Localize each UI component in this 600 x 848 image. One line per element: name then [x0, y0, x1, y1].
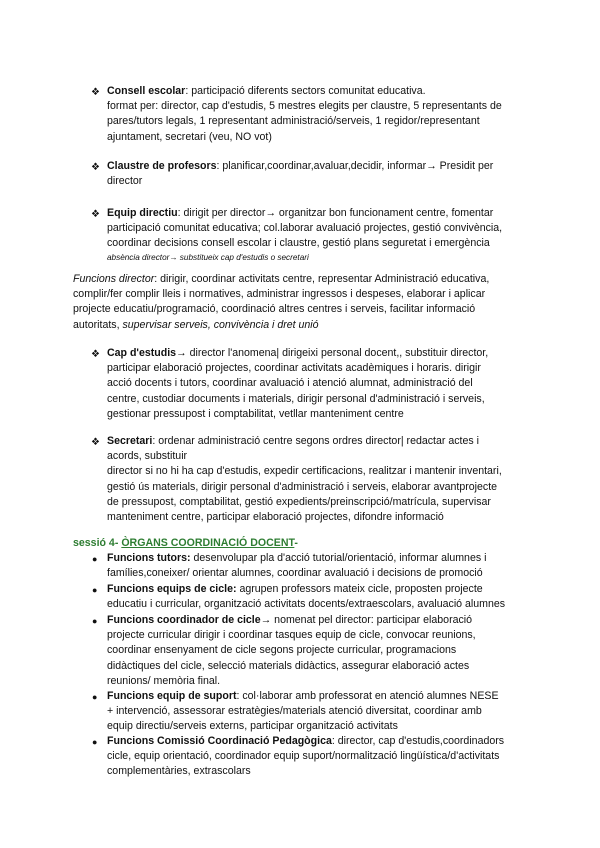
equip-line-0: : dirigit per director→ organitzar bon funcionament centre, fomentar — [177, 207, 494, 219]
diamond-bullet-icon: ❖ — [91, 437, 100, 448]
bullet-2-line-0: → nomenat pel director: participar elaboració — [260, 614, 473, 626]
bullet-tutors — [107, 551, 537, 581]
funcions-director-paragraph — [73, 272, 533, 333]
diamond-bullet-icon: ❖ — [91, 209, 100, 220]
cap-title: Cap d'estudis — [107, 347, 177, 359]
funcions-italic-end: supervisar serveis, convivència i dret unió — [119, 318, 319, 331]
bullet-icon: ● — [92, 616, 98, 626]
bullet-4-title: Funcions Comissió Coordinació Pedagògica — [107, 735, 332, 747]
consell-line-1: format per: director, cap d'estudis, 5 mestres elegits per claustre, 5 representants de — [107, 100, 502, 113]
secretari-line-0: : ordenar administració centre segons ordres director| redactar actes i — [152, 435, 479, 447]
secretari-title: Secretari — [107, 435, 153, 447]
funcions-line-2: projecte educatiu/programació, coordinació altres centres i serveis, facilitar informació — [73, 303, 476, 316]
equip-note: absència director→ substitueix cap d'estudis o secretari — [107, 252, 309, 262]
bullet-icon: ● — [92, 585, 98, 595]
bullet-2-title: Funcions coordinador de cicle — [107, 614, 261, 626]
cap-line-4: gestionar pressupost i comptabilitat, vetllar manteniment centre — [107, 407, 404, 420]
bullet-4-line-1: cicle, equip orientació, coordinador equip suport/normalització lingüística/d'activitats — [107, 750, 500, 763]
consell-line-0: : participació diferents sectors comunitat educativa. — [185, 85, 426, 97]
bullet-2-line-3: didàctiques del cicle, selecció materials didàctics, assegurar elaboració actes — [107, 659, 470, 672]
bullet-3-title: Funcions equip de suport — [107, 690, 237, 702]
session-prefix: sessió 4- — [73, 537, 119, 549]
consell-line-2: pares/tutors legals, 1 representant administració/serveis, 1 regidor/representant — [107, 115, 480, 128]
bullet-4-line-0: : director, cap d'estudis,coordinadors — [331, 735, 505, 747]
secretari-line-5: manteniment centre, participar elaboració projectes, difondre informació — [107, 511, 444, 524]
cap-estudis-item — [107, 346, 537, 422]
claustre-line-1: director — [107, 175, 143, 188]
bullet-icon: ● — [92, 692, 98, 702]
consell-escolar-item — [107, 84, 537, 145]
bullet-1-title: Funcions equips de cicle: — [107, 583, 237, 595]
bullet-1-line-1: educatiu i curricular, organització activitats docents/extraescolars, avaluació alumnes — [107, 598, 506, 611]
funcions-line-0: : dirigir, coordinar activitats centre, representar Administració educativa, — [154, 273, 490, 285]
bullet-3-line-1: + intervenció, assessorar estratègies/materials atenció diversitat, coordinar amb — [107, 705, 482, 718]
funcions-label: Funcions director — [73, 273, 155, 285]
bullet-2-line-2: coordinar ensenyament de cicle segons projecte curricular, programacions — [107, 644, 457, 657]
equip-directiu-item — [107, 206, 537, 263]
diamond-bullet-icon: ❖ — [91, 87, 100, 98]
bullet-equip-suport — [107, 689, 537, 735]
bullet-2-line-1: projecte curricular dirigir i coordinar tasques equip de cicle, convocar reunions, — [107, 629, 476, 642]
funcions-line-1: complir/fer complir lleis i normatives, administrar ingressos i despeses, elaborar i aplicar — [73, 288, 486, 301]
bullet-0-line-1: famílies,coneixer/ orientar alumnes, coordinar avaluació i decisions de promoció — [107, 567, 483, 580]
cap-line-2: acció docents i tutors, coordinar avaluació i atenció alumnat, administració del — [107, 377, 473, 390]
equip-title: Equip directiu — [107, 207, 178, 219]
bullet-4-line-2: complementàries, extrascolars — [107, 765, 251, 778]
secretari-item — [107, 434, 537, 525]
bullet-0-line-0: desenvolupar pla d'acció tutorial/orientació, informar alumnes i — [190, 552, 487, 564]
bullet-icon: ● — [92, 737, 98, 747]
funcions-line-3: autoritats, — [73, 318, 120, 331]
cap-line-3: centre, custodiar documents i materials, dirigir personal d'administració i serveis, — [107, 392, 485, 405]
cap-line-0: → director l'anomena| dirigeixi personal docent,, substituir director, — [176, 347, 489, 359]
session-heading — [73, 536, 298, 551]
bullet-0-title: Funcions tutors: — [107, 552, 191, 564]
secretari-line-3: gestió ús materials, dirigir personal d'administració i serveis, elaborar avantprojecte — [107, 480, 498, 493]
bullet-coordinador-cicle — [107, 613, 537, 689]
claustre-item — [107, 159, 537, 189]
bullet-3-line-0: : col·laborar amb professorat en atenció alumnes NESE — [236, 690, 499, 702]
bullet-comissio — [107, 734, 537, 780]
bullet-2-line-4: reunions/ memòria final. — [107, 674, 221, 687]
session-title: ÒRGANS COORDINACIÓ DOCENT — [121, 537, 295, 549]
secretari-line-4: de pressupost, comptabilitat, gestió expedients/preinscripció/matrícula, supervisar — [107, 495, 491, 508]
claustre-title: Claustre de profesors — [107, 160, 217, 172]
secretari-line-1: acords, substituir — [107, 450, 188, 463]
equip-line-1: participació comunitat educativa; col.laborar avaluació projectes, gestió convivència, — [107, 222, 503, 235]
bullet-1-line-0: agrupen professors mateix cicle, proposten projecte — [236, 583, 483, 595]
bullet-icon: ● — [92, 554, 98, 564]
diamond-bullet-icon: ❖ — [91, 349, 100, 360]
consell-line-3: ajuntament, secretari (veu, NO vot) — [107, 130, 272, 143]
cap-line-1: participar elaboració projectes, coordinar activitats acadèmiques i horaris. dirigir — [107, 362, 481, 375]
bullet-equips-cicle — [107, 582, 537, 612]
claustre-line-0: : planificar,coordinar,avaluar,decidir, informar→ Presidit per — [216, 160, 494, 172]
session-suffix: - — [294, 537, 298, 549]
equip-line-2: coordinar decisions consell escolar i claustre, gestió plans seguretat i emergència — [107, 237, 490, 250]
secretari-line-2: director si no hi ha cap d'estudis, expedir certificacions, realitzar i mantenir inventari, — [107, 465, 502, 478]
bullet-3-line-2: equip directiu/serveis externs, participar organització activitats — [107, 720, 398, 733]
diamond-bullet-icon: ❖ — [91, 162, 100, 173]
consell-title: Consell escolar — [107, 85, 186, 97]
